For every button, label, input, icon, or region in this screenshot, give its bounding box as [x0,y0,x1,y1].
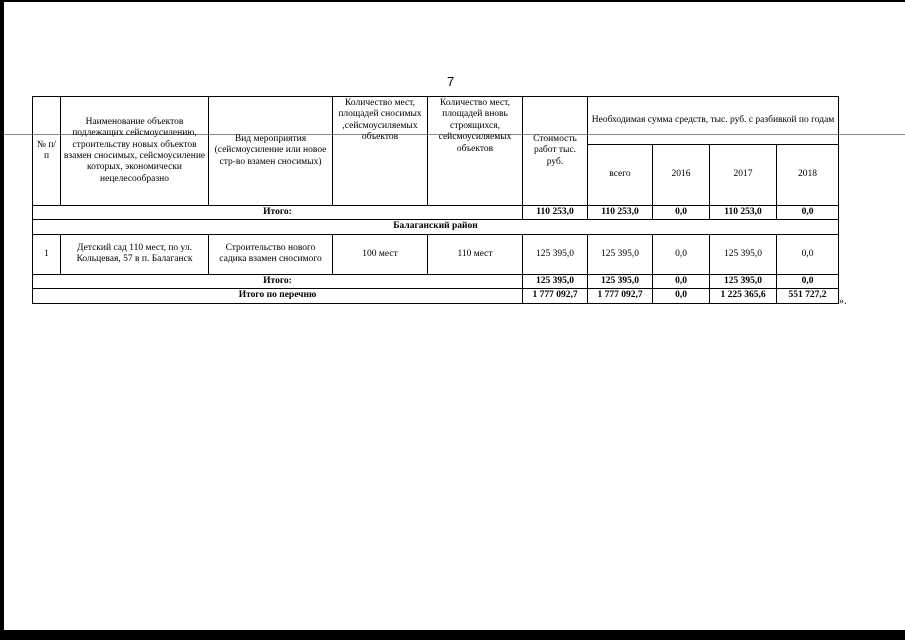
grand-total-cost: 1 777 092,7 [523,289,588,303]
subtotal-2016: 0,0 [653,274,710,288]
header-num: № п/п [33,97,61,206]
subtotal-total: 110 253,0 [588,206,653,220]
subtotal-cost: 110 253,0 [523,206,588,220]
table-row [33,234,839,274]
item-name: Детский сад 110 мест, по ул. Кольцевая, 57 в п. Балаганск [61,234,209,274]
subtotal-2018: 0,0 [777,274,839,288]
subtotal-row [33,274,839,288]
subtotal-2018: 0,0 [777,206,839,220]
item-2017: 125 395,0 [710,234,777,274]
scan-edge-left [0,0,4,640]
header-2017: 2017 [710,145,777,206]
subtotal-2017: 110 253,0 [710,206,777,220]
page-number: 7 [447,74,455,89]
grand-total-2016: 0,0 [653,289,710,303]
header-places-demolished: Количество мест, площадей сносимых ,сейсмоусиляемых объектов [333,97,428,206]
subtotal-cost: 125 395,0 [523,274,588,288]
grand-total-2018: 551 727,2 [777,289,839,303]
item-places-new: 110 мест [428,234,523,274]
item-2018: 0,0 [777,234,839,274]
item-places-demolished: 100 мест [333,234,428,274]
grand-total-label: Итого по перечню [33,289,523,303]
header-total: всего [588,145,653,206]
header-type: Вид мероприятия (сейсмоусиление или новое стр-во взамен сносимых) [209,97,333,206]
item-total: 125 395,0 [588,234,653,274]
item-type: Строительство нового садика взамен сносимого [209,234,333,274]
district-label: Балаганский район [33,220,839,234]
grand-total-row [33,289,839,303]
subtotal-label: Итого: [33,274,523,288]
header-funding: Необходимая сумма средств, тыс. руб. с разбивкой по годам [588,97,839,145]
scan-edge-bottom [0,630,905,640]
objects-table [32,96,839,304]
grand-total-2017: 1 225 365,6 [710,289,777,303]
subtotal-2016: 0,0 [653,206,710,220]
header-name: Наименование объектов подлежащих сейсмоусилению, строительству новых объектов взамен сносимых, сейсмоусиление которых, экономически нецелесообразно [61,97,209,206]
subtotal-row [33,206,839,220]
district-row [33,220,839,234]
item-2016: 0,0 [653,234,710,274]
scan-edge-top [0,0,905,2]
closing-quote-mark: ». [839,296,847,307]
header-places-new: Количество мест, площадей вновь строящихся, сейсмоусиляемых объектов [428,97,523,206]
grand-total-total: 1 777 092,7 [588,289,653,303]
subtotal-2017: 125 395,0 [710,274,777,288]
header-2016: 2016 [653,145,710,206]
header-cost: Стоимость работ тыс. руб. [523,97,588,206]
item-num: 1 [33,234,61,274]
subtotal-label: Итого: [33,206,523,220]
subtotal-total: 125 395,0 [588,274,653,288]
item-cost: 125 395,0 [523,234,588,274]
table-header-row [33,97,839,145]
header-2018: 2018 [777,145,839,206]
